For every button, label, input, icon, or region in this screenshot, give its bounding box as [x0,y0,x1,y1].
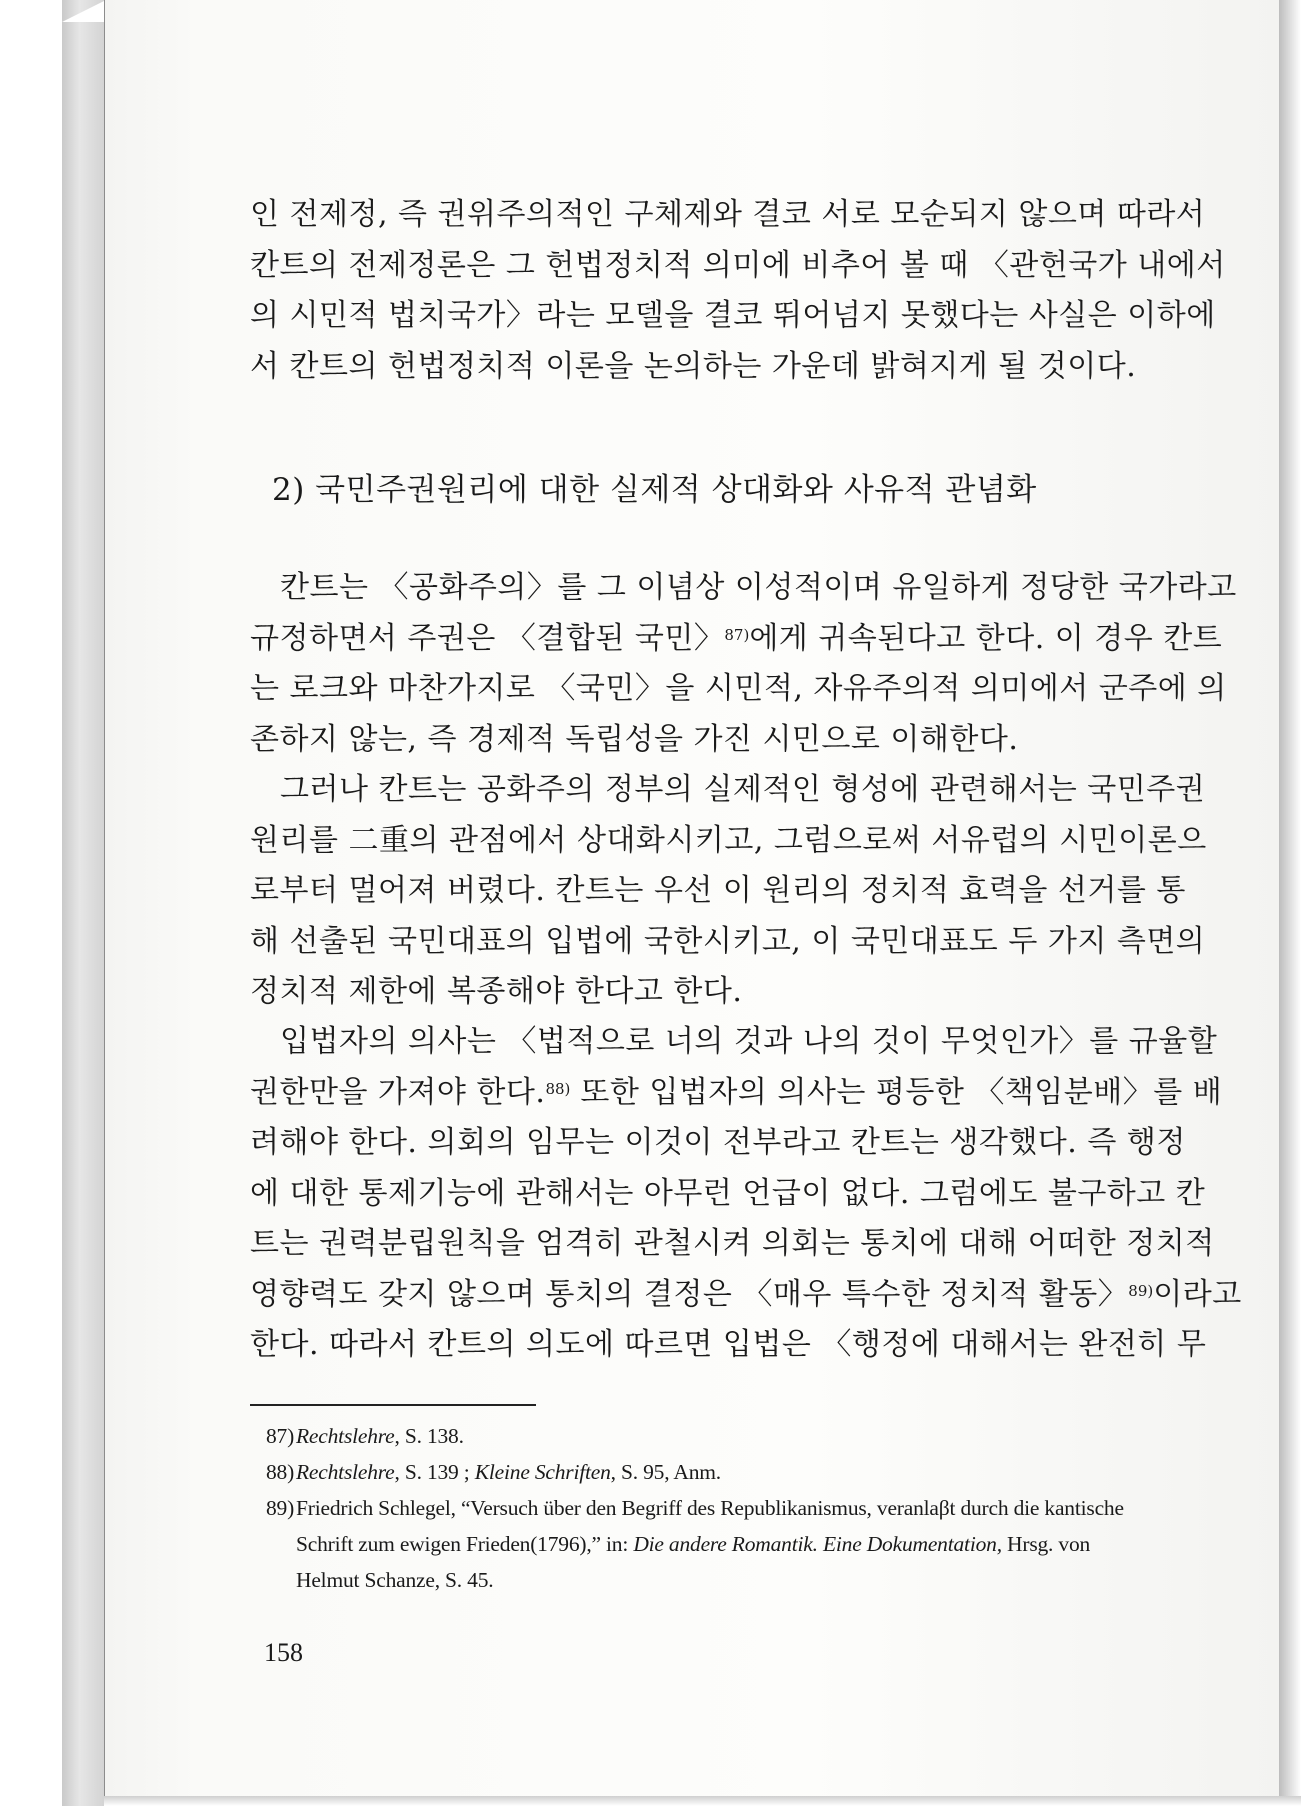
paragraph-1 [250,563,1237,765]
footnote-number: 87) [266,1424,295,1448]
text-line: 서 칸트의 헌법정치적 이론을 논의하는 가운데 밝혀지게 될 것이다. [250,348,1137,384]
paragraph-2 [250,765,1207,1018]
footnote-87: 87) Rechtslehre, S. 138. [266,1418,1146,1454]
footnotes [266,1418,1146,1598]
text-line: 영향력도 갖지 않으며 통치의 결정은 〈매우 특수한 정치적 활동〉$^{89)}$이라고 [250,1276,1242,1312]
footnote-ref-88[interactable]: 88) [545,1079,571,1098]
page-shadow-right [1279,0,1301,1806]
text-line: 원리를 二重의 관점에서 상대화시키고, 그럼으로써 서유럽의 시민이론으 [250,822,1207,858]
text-line: 그러나 칸트는 공화주의 정부의 실제적인 형성에 관련해서는 국민주권 [280,772,1206,807]
page-shadow-bottom [104,1796,1301,1806]
text-line: 규정하면서 주권은 〈결합된 국민〉$^{87)}$에게 귀속된다고 한다. 이 경우 칸트 [250,620,1223,656]
footnote-89: 89) Friedrich Schlegel, “Versuch über den Begriff des Republikanismus, veranlaβt durch die kantische Schrift zum ewigen Frieden(1796),” in: Die andere Romantik. Eine Dokumentation, Hrsg. von Helmut Schanze, S. 45. [266,1490,1146,1598]
text-line: 입법자의 의사는 〈법적으로 너의 것과 나의 것이 무엇인가〉를 규율할 [280,1024,1218,1059]
text-line: 존하지 않는, 즉 경제적 독립성을 가진 시민으로 이해한다. [250,721,1019,757]
text-line: 권한만을 가져야 한다.$^{88)}$ 또한 입법자의 의사는 평등한 〈책임분배〉를 배 [250,1074,1223,1110]
text-line: 는 로크와 마찬가지로 〈국민〉을 시민적, 자유주의적 의미에서 군주에 의 [250,671,1227,706]
book-spine [62,0,106,1806]
paragraph-continued [250,190,1226,392]
text-line: 의 시민적 법치국가〉라는 모델을 결코 뛰어넘지 못했다는 사실은 이하에 [250,298,1216,333]
text-line: 려해야 한다. 의회의 임무는 이것이 전부라고 칸트는 생각했다. 즉 행정 [250,1125,1186,1160]
footnote-number: 88) [266,1460,295,1484]
footnote-ref-87[interactable]: 87) [724,625,750,644]
text-line: 해 선출된 국민대표의 입법에 국한시키고, 이 국민대표도 두 가지 측면의 [250,923,1206,959]
section-heading: 2) 국민주권원리에 대한 실제적 상대화와 사유적 관념화 [272,472,1037,508]
text-line: 정치적 제한에 복종해야 한다고 한다. [250,974,743,1009]
text-line: 인 전제정, 즉 권위주의적인 구체제와 결코 서로 모순되지 않으며 따라서 [250,197,1206,232]
text-line: 칸트는 〈공화주의〉를 그 이념상 이성적이며 유일하게 정당한 국가라고 [280,570,1237,605]
text-line: 트는 권력분립원칙을 엄격히 관철시켜 의회는 통치에 대해 어떠한 정치적 [250,1226,1215,1261]
text-line: 에 대한 통제기능에 관해서는 아무런 언급이 없다. 그럼에도 불구하고 칸 [250,1175,1206,1211]
page-number: 158 [264,1638,303,1667]
text-line: 칸트의 전제정론은 그 헌법정치적 의미에 비추어 볼 때 〈관헌국가 내에서 [250,247,1226,283]
footnote-divider [250,1404,536,1406]
text-line: 한다. 따라서 칸트의 의도에 따르면 입법은 〈행정에 대해서는 완전히 무 [250,1327,1207,1362]
paragraph-3 [250,1017,1242,1371]
footnote-88: 88) Rechtslehre, S. 139 ; Kleine Schriften, S. 95, Anm. [266,1454,1146,1490]
text-line: 로부터 멀어져 버렸다. 칸트는 우선 이 원리의 정치적 효력을 선거를 통 [250,873,1186,908]
footnote-ref-89[interactable]: 89) [1128,1281,1154,1300]
footnote-number: 89) [266,1496,295,1520]
